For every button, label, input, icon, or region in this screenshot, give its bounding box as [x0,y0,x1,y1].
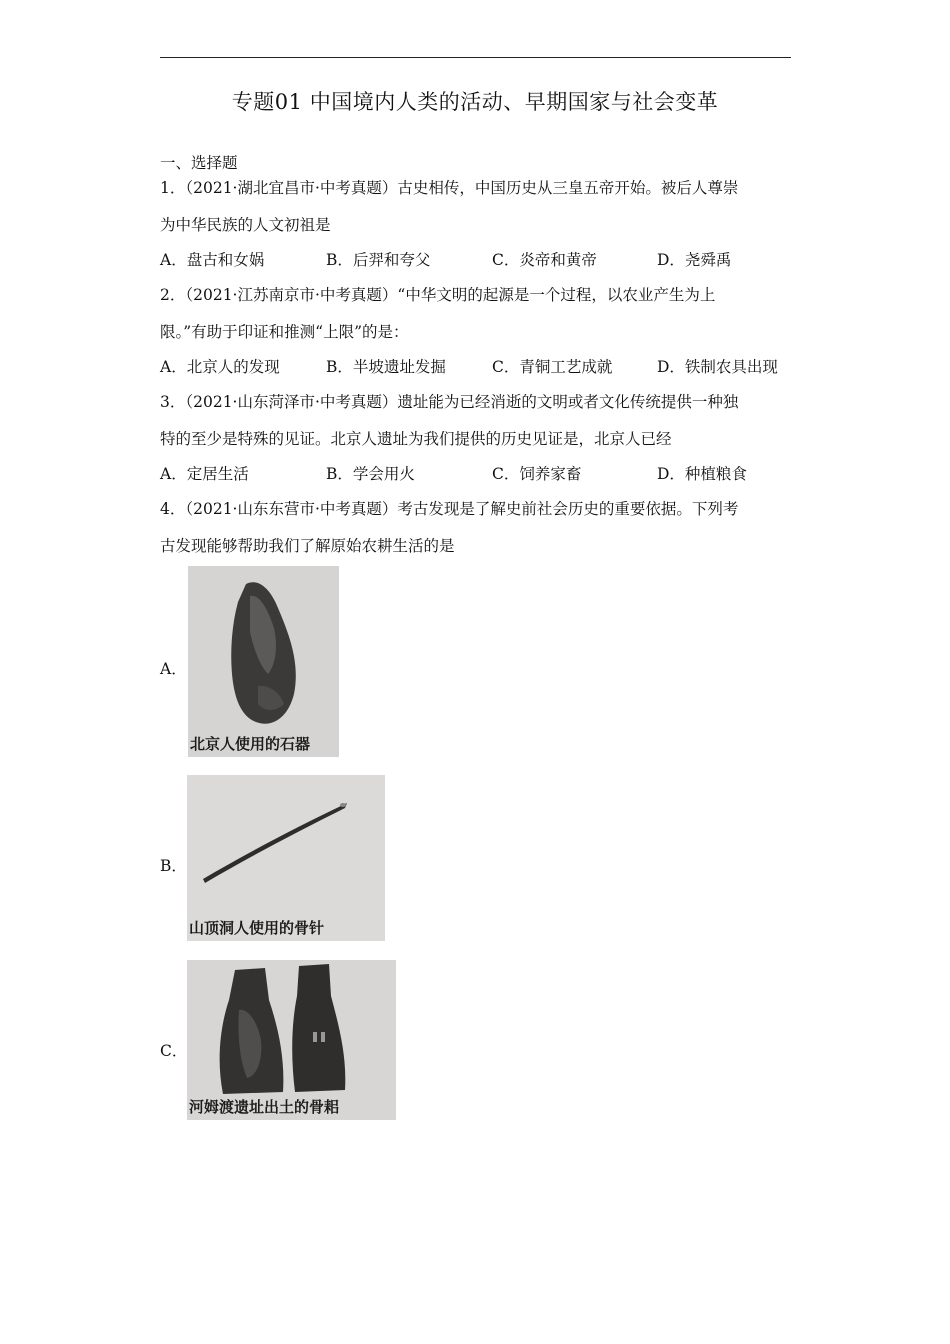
question-4-line-2: 古发现能够帮助我们了解原始农耕生活的是 [160,537,455,555]
question-3-line-2: 特的至少是特殊的见证。北京人遗址为我们提供的历史见证是，北京人已经 [160,430,672,448]
question-3-option-d[interactable]: D．种植粮食 [657,465,747,483]
question-1-option-d[interactable]: D．尧舜禹 [657,251,732,269]
image-option-c-caption: 河姆渡遗址出土的骨耜 [189,1098,340,1116]
question-1-line-2: 为中华民族的人文初祖是 [160,216,331,234]
question-3-option-c[interactable]: C．饲养家畜 [492,465,582,483]
section-heading: 一、选择题 [160,154,238,172]
header-rule [160,57,791,58]
question-1-option-a[interactable]: A．盘古和女娲 [160,251,265,269]
question-2-option-b[interactable]: B．半坡遗址发掘 [326,358,446,376]
image-option-c-photo[interactable] [187,960,396,1120]
question-4-line-1: 4．（2021·山东东营市·中考真题）考古发现是了解史前社会历史的重要依据。下列考 [160,500,739,518]
stone-tool-illustration [188,566,339,757]
question-3-line-1: 3．（2021·山东菏泽市·中考真题）遗址能为已经消逝的文明或者文化传统提供一种独 [160,393,739,411]
question-2-option-a[interactable]: A．北京人的发现 [160,358,280,376]
question-1-option-c[interactable]: C．炎帝和黄帝 [492,251,597,269]
page-title: 专题01 中国境内人类的活动、早期国家与社会变革 [231,90,719,114]
image-option-b-photo[interactable] [187,775,385,941]
question-2-line-1: 2．（2021·江苏南京市·中考真题）“中华文明的起源是一个过程，以农业产生为上 [160,286,716,304]
question-2-line-2: 限。”有助于印证和推测“上限”的是： [160,323,409,341]
image-option-b-label[interactable]: B． [160,857,187,875]
question-1-option-b[interactable]: B．后羿和夸父 [326,251,431,269]
question-3-option-b[interactable]: B．学会用火 [326,465,415,483]
image-option-a-caption: 北京人使用的石器 [190,735,311,753]
question-2-option-d[interactable]: D．铁制农具出现 [657,358,778,376]
image-option-a-label[interactable]: A． [160,660,187,678]
image-option-b-caption: 山顶洞人使用的骨针 [189,919,325,937]
question-3-option-a[interactable]: A．定居生活 [160,465,249,483]
image-option-a-photo[interactable] [188,566,339,757]
question-2-option-c[interactable]: C．青铜工艺成就 [492,358,613,376]
image-option-c-label[interactable]: C． [160,1042,188,1060]
question-1-line-1: 1．（2021·湖北宜昌市·中考真题）古史相传，中国历史从三皇五帝开始。被后人尊崇 [160,179,739,197]
